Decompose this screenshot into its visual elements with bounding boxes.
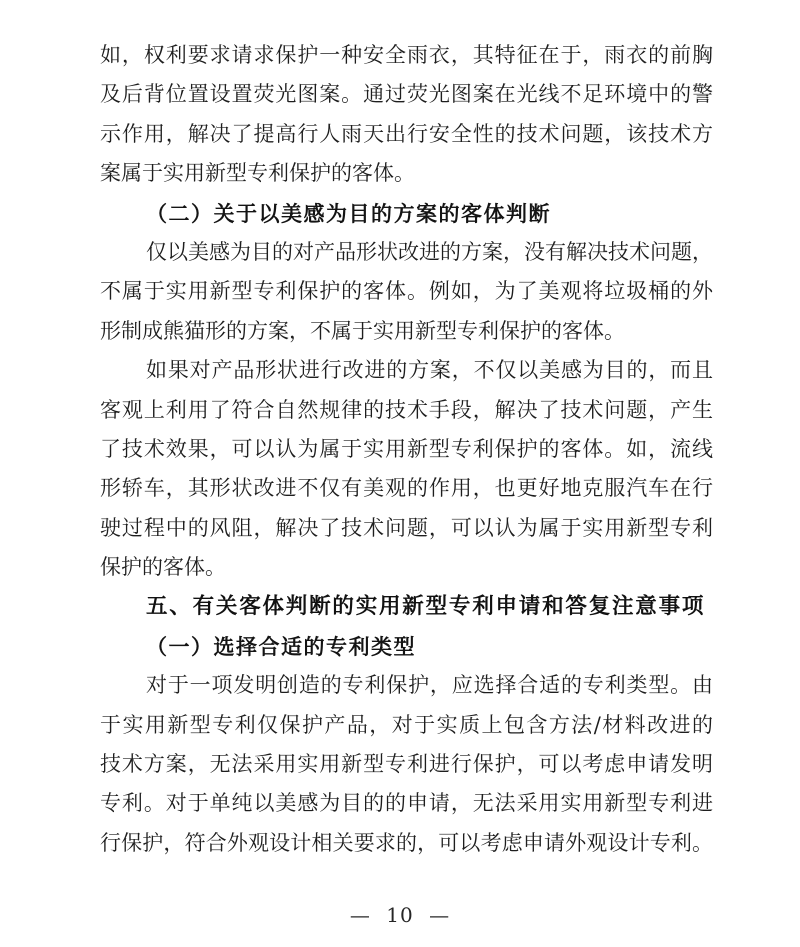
text-line: 示作用，解决了提高行人雨天出行安全性的技术问题，该技术方 — [100, 121, 713, 146]
text-line: 于实用新型专利仅保护产品，对于实质上包含方法/材料改进的 — [100, 712, 713, 737]
page-number: — 10 — — [349, 903, 451, 927]
text-line: 仅以美感为目的对产品形状改进的方案，没有解决技术问题， — [146, 239, 713, 264]
text-line: 保护的客体。 — [100, 555, 226, 580]
section-heading — [100, 587, 713, 626]
text-line: 五、有关客体判断的实用新型专利申请和答复注意事项 — [146, 594, 706, 620]
paragraph — [100, 351, 713, 587]
section-heading — [100, 194, 713, 233]
text-line: 如果对产品形状进行改进的方案，不仅以美感为目的，而且 — [146, 358, 713, 383]
text-line: 行保护，符合外观设计相关要求的，可以考虑申请外观设计专利。 — [100, 830, 713, 855]
paragraph — [100, 36, 713, 194]
text-line: 案属于实用新型专利保护的客体。 — [100, 161, 415, 186]
text-line: （一）选择合适的专利类型 — [146, 633, 416, 659]
text-line: 专利。对于单纯以美感为目的的申请，无法采用实用新型专利进 — [100, 791, 713, 816]
text-line: 客观上利用了符合自然规律的技术手段，解决了技术问题，产生 — [100, 397, 713, 422]
text-line: 技术方案，无法采用实用新型专利进行保护，可以考虑申请发明 — [100, 752, 713, 777]
text-line: 对于一项发明创造的专利保护，应选择合适的专利类型。由 — [146, 673, 713, 698]
text-line: 如，权利要求请求保护一种安全雨衣，其特征在于，雨衣的前胸 — [100, 43, 713, 67]
text-line: 形轿车，其形状改进不仅有美观的作用，也更好地克服汽车在行 — [100, 476, 713, 501]
page-body — [100, 36, 713, 863]
text-line: 形制成熊猫形的方案，不属于实用新型专利保护的客体。 — [100, 318, 625, 343]
paragraph — [100, 666, 713, 863]
section-heading — [100, 627, 713, 666]
text-line: 不属于实用新型专利保护的客体。例如，为了美观将垃圾桶的外 — [100, 279, 713, 304]
text-line: （二）关于以美感为目的方案的客体判断 — [146, 200, 551, 226]
text-line: 驶过程中的风阻，解决了技术问题，可以认为属于实用新型专利 — [100, 515, 713, 540]
text-line: 及后背位置设置荧光图案。通过荧光图案在光线不足环境中的警 — [100, 82, 713, 107]
text-line: 了技术效果，可以认为属于实用新型专利保护的客体。如，流线 — [100, 436, 713, 461]
paragraph — [100, 233, 713, 351]
